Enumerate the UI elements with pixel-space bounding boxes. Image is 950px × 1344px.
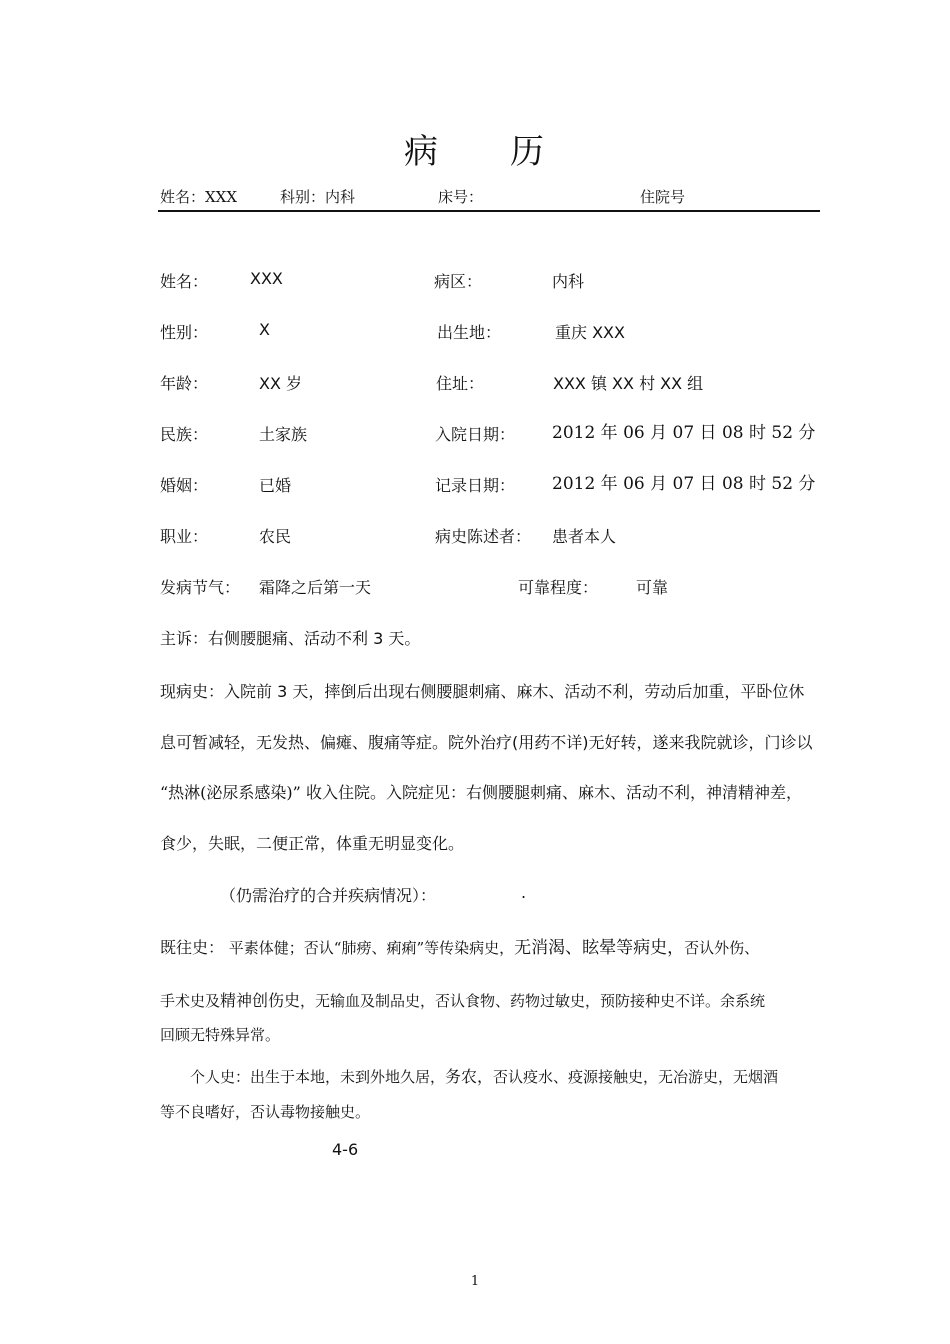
ward-value: 内科 <box>552 272 585 291</box>
past-history-part-d: 手术史及 <box>160 992 221 1010</box>
age-value: XX 岁 <box>259 374 303 393</box>
sex-value: X <box>259 320 270 339</box>
hpi-line-3-rest: 收入住院。入院症见：右侧腰腿刺痛、麻木、活动不利，神清精神差， <box>300 783 802 802</box>
past-history-part-a: 平素体健；否认“肺痨、痢痢”等传染病史， <box>224 939 515 957</box>
comorbid-dot: . <box>521 883 527 902</box>
reliability-value: 可靠 <box>636 578 669 597</box>
address-value: XXX 镇 XX 村 XX 组 <box>553 374 704 393</box>
ward-label: 病区： <box>434 272 483 291</box>
past-history-part-e: 精神创伤史 <box>220 991 301 1010</box>
sex-label: 性别： <box>160 323 209 342</box>
address-label: 住址： <box>436 374 485 393</box>
name-label: 姓名： <box>160 272 209 291</box>
page-number: 1 <box>470 1274 480 1289</box>
header-rule <box>158 210 820 212</box>
title-char-2: 历 <box>510 132 546 172</box>
marriage-label: 婚姻： <box>160 476 209 495</box>
personal-history-line-2: 等不良嗜好，否认毒物接触史。 <box>160 1103 371 1121</box>
hpi-line-3 <box>160 780 840 803</box>
birthplace-label: 出生地： <box>437 323 502 342</box>
record-header <box>160 186 820 208</box>
hpi-diagnosis: “热淋(泌尿系感染)” <box>160 783 301 802</box>
chief-complaint: 主诉：右侧腰腿痛、活动不利 3 天。 <box>160 629 421 648</box>
hpi-line-4: 食少，失眠，二便正常，体重无明显变化。 <box>160 834 465 853</box>
birthplace-value: 重庆 XXX <box>555 323 625 342</box>
ethnic-label: 民族： <box>160 425 209 444</box>
marriage-value: 已婚 <box>259 476 292 495</box>
admit-date-label: 入院日期： <box>435 425 516 444</box>
hpi-line-2: 息可暂减轻，无发热、偏瘫、腹痛等症。院外治疗(用药不详)无好转，遂来我院就诊，门诊以 <box>160 733 813 752</box>
past-history-line-3: 回顾无特殊异常。 <box>160 1026 281 1044</box>
header-bed: 床号： <box>438 188 484 206</box>
ethnic-value: 土家族 <box>259 425 308 444</box>
past-history-part-f: ，无输血及制品史，否认食物、药物过敏史，预防接种史不详。余系统 <box>300 992 766 1010</box>
record-date-label: 记录日期： <box>435 476 516 495</box>
reliability-label: 可靠程度： <box>518 578 599 597</box>
name-value: XXX <box>250 269 283 288</box>
past-history-part-b: 无消渴、眩晕等病史， <box>514 938 685 958</box>
solar-term-value: 霜降之后第一天 <box>259 578 372 597</box>
page-title <box>0 124 950 173</box>
header-admission-no: 住院号 <box>640 188 686 206</box>
personal-history-part-c: 否认疫水、疫源接触史，无冶游史，无烟酒 <box>493 1068 779 1086</box>
header-dept: 科别：内科 <box>280 188 356 206</box>
comorbid-text: （仍需治疗的合并疾病情况）： <box>220 886 437 905</box>
past-history-line-1 <box>160 933 840 958</box>
extra-number: 4-6 <box>332 1140 359 1159</box>
narrator-value: 患者本人 <box>552 527 617 546</box>
solar-term-label: 发病节气： <box>160 578 241 597</box>
header-name: 姓名：XXX <box>160 188 238 206</box>
title-char-1: 病 <box>404 132 440 172</box>
record-date-value: 2012 年 06 月 07 日 08 时 52 分 <box>552 474 816 494</box>
job-label: 职业： <box>160 527 209 546</box>
admit-date-value: 2012 年 06 月 07 日 08 时 52 分 <box>552 423 816 443</box>
hpi-line-1: 现病史：入院前 3 天，摔倒后出现右侧腰腿刺痛、麻木、活动不利，劳动后加重，平卧位休 <box>160 682 805 701</box>
personal-history-part-b: 务农， <box>445 1067 494 1086</box>
job-value: 农民 <box>259 527 292 546</box>
personal-history-line-1 <box>190 1064 840 1087</box>
past-history-label: 既往史： <box>160 938 225 957</box>
past-history-part-c: 否认外伤、 <box>684 939 760 957</box>
past-history-line-2 <box>160 988 840 1011</box>
narrator-label: 病史陈述者： <box>435 527 532 546</box>
age-label: 年龄： <box>160 374 209 393</box>
personal-history-part-a: 个人史：出生于本地，未到外地久居， <box>190 1068 446 1086</box>
